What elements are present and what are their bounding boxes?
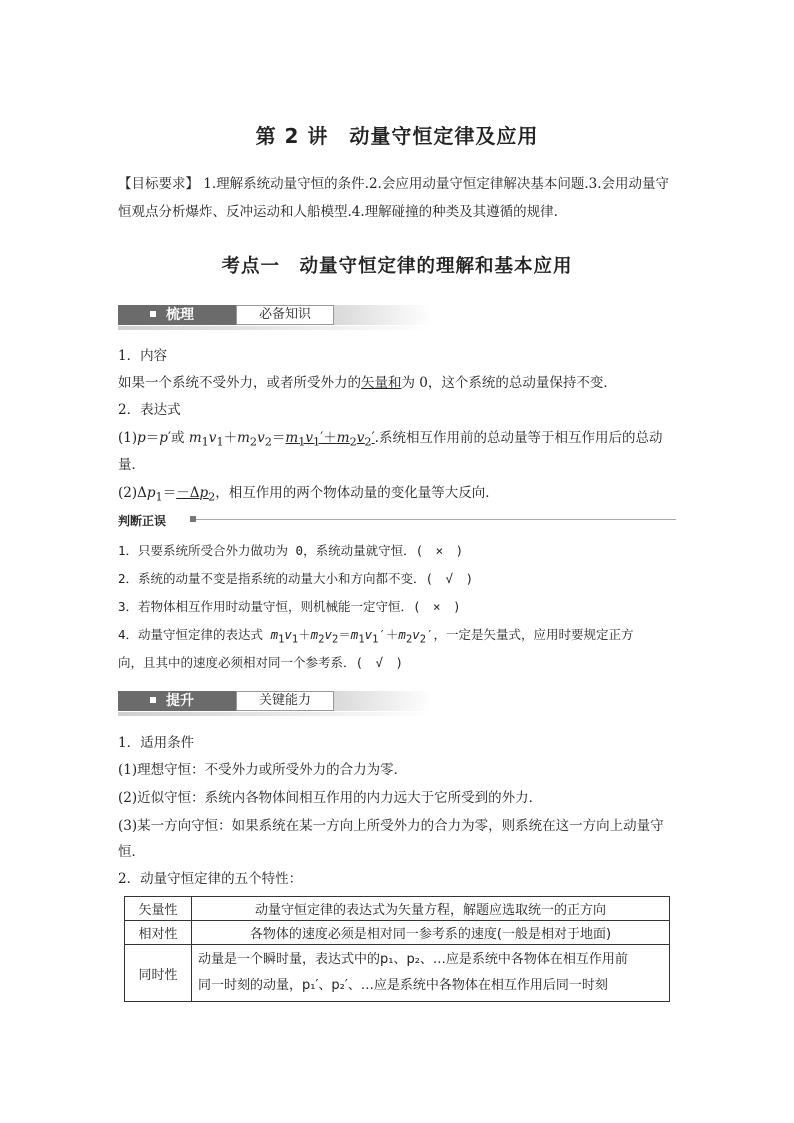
s2-heading-2: 2．动量守恒定律的五个特性：: [118, 871, 303, 887]
s2-heading-1: 1．适用条件: [118, 735, 195, 751]
s1-line-2a: (1): [118, 430, 138, 446]
s1-heading-2: 2．表达式: [118, 402, 181, 418]
s1-line-3b: ，相互作用的两个物体动量的变化量等大反向．: [215, 485, 499, 501]
judge-label: 判断正误: [118, 514, 167, 528]
s1-line-3a: (2)Δ: [118, 485, 147, 501]
learning-goals: [118, 170, 678, 226]
square-icon: [150, 311, 156, 317]
judge-item-4: 4．动量守恒定律的表达式 $m_1v_1+m_2v_2=m_1v_1'+m_2v_2'$，一定是矢量式，应用时要规定正方: [118, 627, 634, 646]
banner-dark: [118, 691, 236, 711]
goal-text-1: 1.理解系统动量守恒的条件.2.会应用动量守恒定律解决基本问题.3.会用动量守: [199, 176, 670, 192]
banner-dark: [118, 305, 236, 325]
table-value: [192, 945, 670, 1002]
banner-light-label: 必备知识: [236, 305, 334, 325]
banner-dark-label: 梳理: [166, 307, 194, 323]
s2-line-3b: 恒．: [118, 844, 145, 860]
s1-line-1-underlined: 矢量和: [361, 375, 402, 391]
banner-dark-label: 提升: [166, 693, 194, 709]
lecture-title: 第 2 讲 动量守恒定律及应用: [255, 124, 539, 148]
goal-text-2: 恒观点分析爆炸、反冲运动和人船模型.4.理解碰撞的种类及其遵循的规律.: [118, 204, 558, 220]
s2-line-3a: (3)某一方向守恒：如果系统在某一方向上所受外力的合力为零，则系统在这一方向上动量守: [118, 818, 664, 834]
judge-item-1: 1．只要系统所受合外力做功为 0，系统动量就守恒．( × ): [118, 543, 464, 558]
table-value: 动量守恒定律的表达式为矢量方程，解题应选取统一的正方向: [192, 897, 670, 921]
table-value: 各物体的速度必须是相对同一参考系的速度(一般是相对于地面): [192, 921, 670, 945]
banner-rule: [118, 712, 432, 716]
s1-line-2b: 或: [171, 430, 189, 446]
judge-item-3: 3．若物体相互作用时动量守恒，则机械能一定守恒．( × ): [118, 599, 461, 614]
table-key: 相对性: [125, 921, 192, 945]
s1-line-1a: 如果一个系统不受外力，或者所受外力的: [118, 375, 361, 391]
banner-ability: [118, 688, 432, 716]
s1-heading-1: 1．内容: [118, 348, 168, 364]
s1-line-1: [118, 373, 678, 393]
s2-line-2: (2)近似守恒：系统内各物体间相互作用的内力远大于它所受到的外力．: [118, 790, 543, 806]
judge-item-4a: 4．动量守恒定律的表达式: [118, 627, 271, 642]
table-row: [125, 897, 670, 921]
banner-shade: [334, 691, 432, 711]
s2-line-1: (1)理想守恒：不受外力或所受外力的合力为零．: [118, 762, 408, 778]
table-key: 同时性: [125, 945, 192, 1002]
banner-shade: [334, 305, 432, 325]
banner-knowledge: [118, 302, 432, 330]
s1-line-2: (1)p＝p′或 $m_1v_1+m_2v_2=m_1v_1'+m_2v_2'$.系统相互作用前的总动量等于相互作用后的总动: [118, 430, 663, 449]
table-row: [125, 945, 670, 1002]
table-value-line-1: 动量是一个瞬时量，表达式中的p₁、p₂、…应是系统中各物体在相互作用前: [198, 952, 628, 967]
properties-table: [124, 896, 670, 1002]
judge-item-4c: 向，且其中的速度必须相对同一个参考系．( √ ): [118, 655, 404, 670]
goal-tag: 【目标要求】: [118, 176, 199, 192]
s1-line-3: $(2)\Delta p_1=-\Delta p_2$，相互作用的两个物体动量的变化量等大反向．: [118, 485, 499, 504]
judge-item-2: 2．系统的动量不变是指系统的动量大小和方向都不变．( √ ): [118, 571, 474, 586]
judge-divider: [196, 519, 676, 520]
banner-light-label: 关键能力: [236, 691, 334, 711]
s1-line-2c: .系统相互作用前的总动量等于相互作用后的总动: [374, 430, 663, 446]
s1-line-2d: 量．: [118, 457, 145, 473]
square-icon: [150, 697, 156, 703]
judge-header: [118, 512, 678, 526]
table-key: 矢量性: [125, 897, 192, 921]
judge-item-4b: ，一定是矢量式，应用时要规定正方: [433, 627, 634, 642]
table-row: [125, 921, 670, 945]
banner-rule: [118, 326, 432, 330]
s1-line-1b: 为 0，这个系统的总动量保持不变．: [401, 375, 617, 391]
section-heading: 考点一 动量守恒定律的理解和基本应用: [221, 256, 573, 277]
table-value-line-2: 同一时刻的动量，p₁′、p₂′、…应是系统中各物体在相互作用后同一时刻: [198, 978, 608, 993]
